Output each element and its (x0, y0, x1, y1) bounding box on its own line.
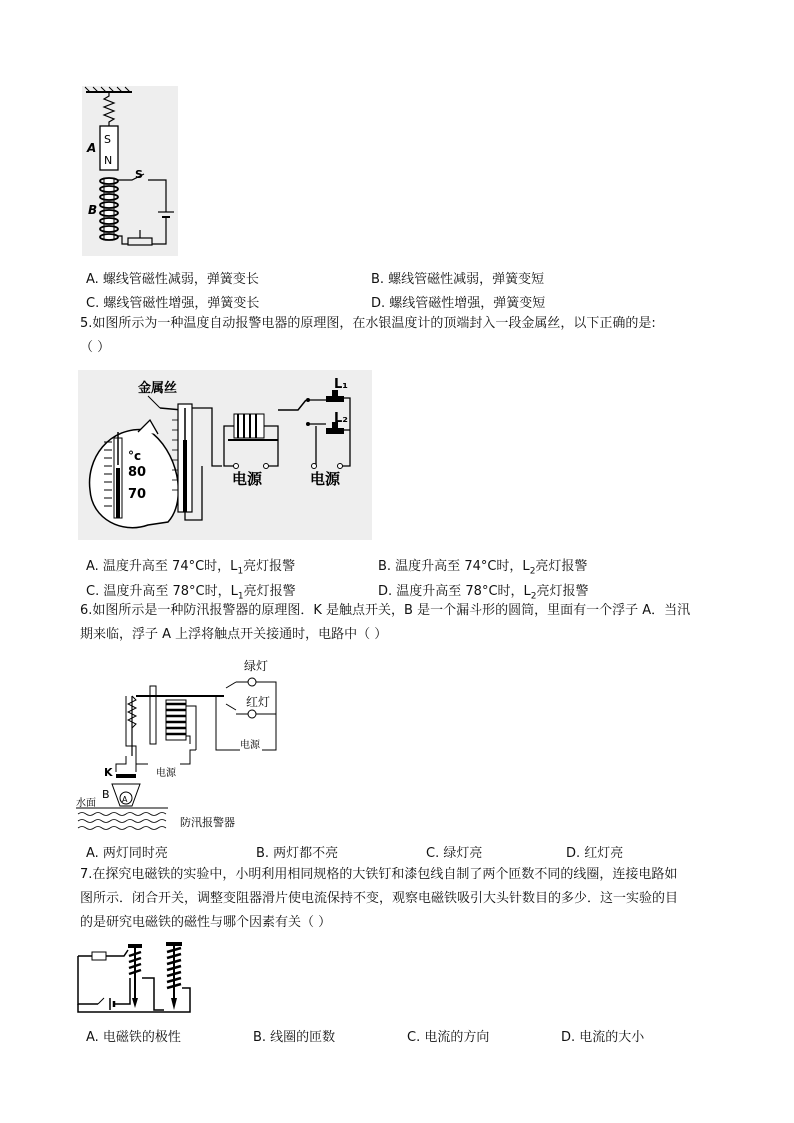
a-label: A (122, 795, 128, 804)
switch-s-label: S (135, 168, 143, 181)
q5-option-d-text: D. 温度升高至 78°C时，L (378, 584, 531, 599)
q5-option-b-text: B. 温度升高至 74°C时，L (378, 559, 530, 574)
green-light-label: 绿灯 (244, 659, 269, 673)
q5-option-c-sub: 1 (237, 591, 244, 602)
k-label: K (104, 766, 113, 779)
q5-option-c-text: C. 温度升高至 78°C时，L (86, 584, 238, 599)
q7-option-d[interactable]: D. 电流的大小 (561, 1030, 645, 1045)
q4-option-d[interactable]: D. 螺线管磁性增强，弹簧变短 (371, 296, 546, 311)
q6-circuit-diagram (76, 656, 286, 834)
q7-stem-line1: 7.在探究电磁铁的实验中，小明利用相同规格的大铁钉和漆包线自制了两个匝数不同的线圈，连接电路如 (80, 867, 678, 882)
q5-option-a-sub: 1 (237, 566, 244, 577)
power-label-top: 电源 (240, 740, 260, 751)
q5-option-a[interactable] (86, 555, 295, 577)
q5-option-c[interactable] (86, 580, 296, 602)
q7-stem-line3: 的是研究电磁铁的磁性与哪个因素有关（ ） (80, 915, 332, 930)
q4-option-c[interactable]: C. 螺线管磁性增强，弹簧变长 (86, 296, 260, 311)
q5-option-d-sub: 2 (530, 591, 537, 602)
q5-circuit-diagram (78, 370, 372, 540)
red-light-label: 红灯 (246, 695, 271, 709)
q6-figure (76, 656, 286, 834)
q7-figure (74, 938, 198, 1016)
q7-option-c[interactable]: C. 电流的方向 (407, 1030, 490, 1045)
q6-stem-line1: 6.如图所示是一种防汛报警器的原理图．K 是触点开关，B 是一个漏斗形的圆筒，里面有一个浮子 A．当汛 (80, 603, 691, 618)
label-a: A (87, 141, 97, 155)
label-b: B (88, 203, 98, 217)
water-label: 水面 (76, 798, 96, 809)
power-label-2: 电源 (310, 470, 341, 488)
q6-stem-line2: 期来临，浮子 A 上浮将触点开关接通时，电路中（ ） (80, 627, 388, 642)
q7-option-b[interactable]: B. 线圈的匝数 (253, 1030, 336, 1045)
temp-70: 70 (128, 487, 147, 502)
temp-80: 80 (128, 465, 147, 480)
l1-label: L₁ (334, 377, 348, 392)
magnet-n-label: N (104, 154, 113, 167)
unit-label: °c (128, 449, 142, 463)
q5-option-b-sub: 2 (529, 566, 536, 577)
q5-option-a-post: 亮灯报警 (243, 559, 296, 574)
q5-option-a-text: A. 温度升高至 74°C时，L (86, 559, 238, 574)
q6-option-c[interactable]: C. 绿灯亮 (426, 846, 483, 861)
alarm-title: 防汛报警器 (180, 816, 235, 829)
q7-stem-line2: 图所示．闭合开关，调整变阻器滑片使电流保持不变，观察电磁铁吸引大头针数目的多少．这一实验的目 (80, 891, 679, 906)
q5-figure (78, 370, 372, 540)
power-label-1: 电源 (232, 470, 263, 488)
q6-option-b[interactable]: B. 两灯都不亮 (256, 846, 339, 861)
q5-option-b[interactable] (378, 555, 587, 577)
q5-option-c-post: 亮灯报警 (243, 584, 296, 599)
q7-circuit-diagram (74, 938, 198, 1016)
power-label-bottom: 电源 (156, 768, 176, 779)
wire-label: 金属丝 (138, 381, 178, 396)
magnet-s-label: S (104, 133, 111, 146)
q6-option-a[interactable]: A. 两灯同时亮 (86, 846, 168, 861)
q6-option-d[interactable]: D. 红灯亮 (566, 846, 624, 861)
q4-circuit-diagram (82, 86, 178, 256)
q7-option-a[interactable]: A. 电磁铁的极性 (86, 1030, 181, 1045)
q4-option-a[interactable]: A. 螺线管磁性减弱，弹簧变长 (86, 272, 259, 287)
q5-option-b-post: 亮灯报警 (535, 559, 588, 574)
l2-label: L₂ (334, 411, 348, 426)
q4-figure (82, 86, 178, 256)
q5-stem-line2: （ ） (80, 340, 111, 355)
q5-option-d[interactable] (378, 580, 589, 602)
q5-stem-line1: 5.如图所示为一种温度自动报警电器的原理图，在水银温度计的顶端封入一段金属丝，以下正确的是: (80, 316, 656, 331)
b-label: B (102, 788, 110, 801)
q4-option-b[interactable]: B. 螺线管磁性减弱，弹簧变短 (371, 272, 545, 287)
q5-option-d-post: 亮灯报警 (536, 584, 589, 599)
